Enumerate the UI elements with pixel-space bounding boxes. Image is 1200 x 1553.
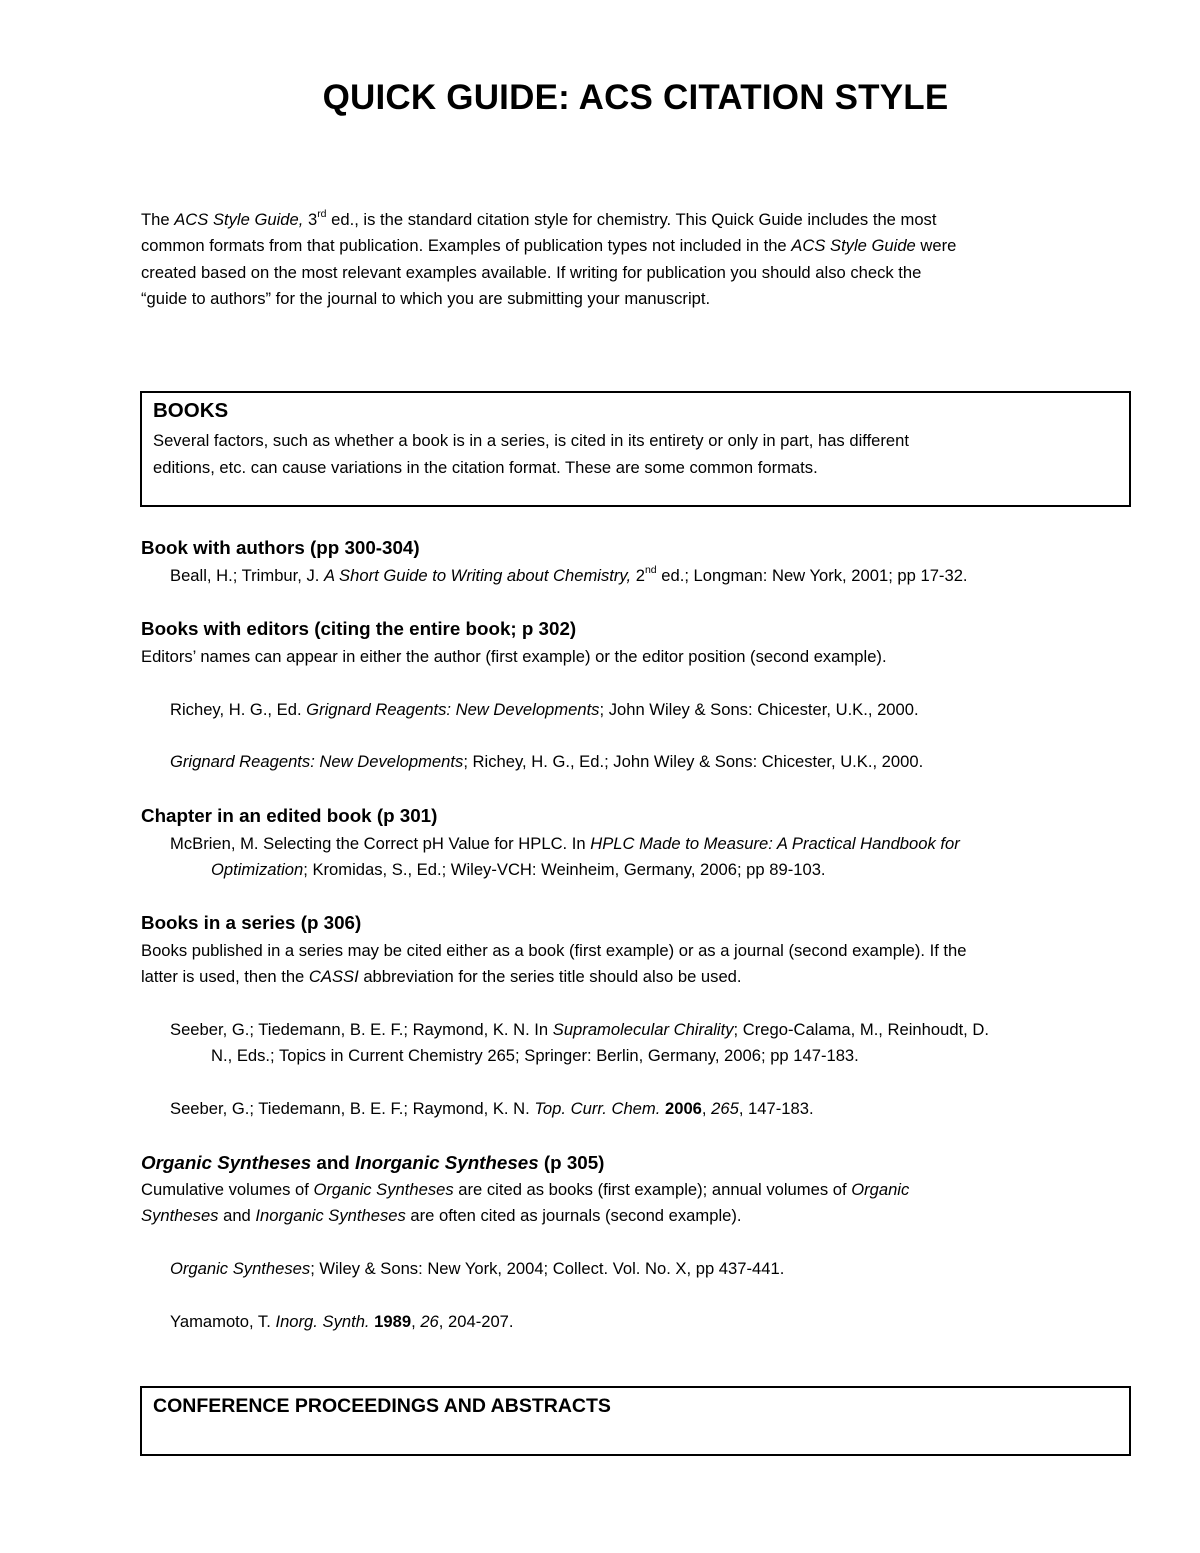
text: 2 xyxy=(631,566,645,585)
text: 3 xyxy=(303,210,318,229)
text-italic: Grignard Reagents: New Developments xyxy=(170,752,464,771)
books-section-box xyxy=(140,391,1131,507)
books-box-line: Several factors, such as whether a book is in a series, is cited in its entirety or only in part, has different xyxy=(153,431,909,450)
intro-line-1 xyxy=(141,207,956,233)
text: ; Wiley & Sons: New York, 2004; Collect. Vol. No. X, pp 437-441. xyxy=(310,1259,785,1278)
example-editors-1 xyxy=(170,697,919,723)
text-italic: 265 xyxy=(711,1099,739,1118)
conference-box-title: CONFERENCE PROCEEDINGS AND ABSTRACTS xyxy=(153,1395,611,1417)
text-italic: Organic Syntheses xyxy=(141,1152,312,1173)
text-italic: 26 xyxy=(420,1312,439,1331)
text: latter is used, then the xyxy=(141,967,309,986)
text-bold: 1989 xyxy=(374,1312,412,1331)
text: were xyxy=(915,236,957,256)
conference-section-box xyxy=(140,1386,1131,1456)
text: McBrien, M. Selecting the Correct pH Value for HPLC. In xyxy=(170,834,591,853)
text-italic: Organic Syntheses xyxy=(170,1259,311,1278)
text: , xyxy=(701,1099,712,1118)
text: Seeber, G.; Tiedemann, B. E. F.; Raymond, K. N. xyxy=(170,1099,535,1118)
text-italic: Inorg. Synth. xyxy=(275,1312,370,1331)
editors-description: Editors’ names can appear in either the author (first example) or the editor position (second example). xyxy=(141,647,887,666)
text: ; Richey, H. G., Ed.; John Wiley & Sons: Chicester, U.K., 2000. xyxy=(463,752,924,771)
text: ; Crego-Calama, M., Reinhoudt, D. xyxy=(733,1020,989,1039)
text: Seeber, G.; Tiedemann, B. E. F.; Raymond, K. N. In xyxy=(170,1020,553,1039)
heading-books-in-series: Books in a series (p 306) xyxy=(141,912,362,933)
books-box-line: editions, etc. can cause variations in the citation format. These are some common formats. xyxy=(153,457,818,477)
heading-organic-syntheses xyxy=(141,1151,604,1175)
text: and xyxy=(311,1152,355,1173)
text: ; Kromidas, S., Ed.; Wiley-VCH: Weinheim, Germany, 2006; pp 89-103. xyxy=(303,860,826,879)
example-editors-2 xyxy=(170,749,923,775)
intro-paragraph xyxy=(141,207,956,313)
text: ed.; Longman: New York, 2001; pp 17-32. xyxy=(656,566,968,585)
intro-line-4: “guide to authors” for the journal to which you are submitting your manuscript. xyxy=(141,289,711,309)
heading-books-with-editors: Books with editors (citing the entire book; p 302) xyxy=(141,618,577,639)
example-series-1-line-2: N., Eds.; Topics in Current Chemistry 265; Springer: Berlin, Germany, 2006; pp 147-183. xyxy=(211,1046,859,1065)
text-italic: HPLC Made to Measure: A Practical Handbook for xyxy=(590,834,960,853)
example-series-2 xyxy=(170,1096,814,1122)
books-box-body xyxy=(153,428,909,481)
text-italic: Inorganic Syntheses xyxy=(354,1152,539,1173)
example-chapter-line-2 xyxy=(211,857,826,883)
text-italic: A Short Guide to Writing about Chemistry, xyxy=(324,566,632,585)
text-italic: Optimization xyxy=(211,860,304,879)
example-chapter-line-1 xyxy=(170,831,960,857)
text: are often cited as journals (second example). xyxy=(405,1206,742,1225)
superscript: nd xyxy=(644,564,657,577)
text: ed., is the standard citation style for chemistry. This Quick Guide includes the most xyxy=(326,210,937,229)
superscript: rd xyxy=(317,208,327,221)
text: and xyxy=(218,1206,256,1225)
text-italic: CASSI xyxy=(308,967,359,986)
heading-book-with-authors: Book with authors (pp 300-304) xyxy=(141,537,420,558)
text: ; John Wiley & Sons: Chicester, U.K., 2000. xyxy=(599,700,919,719)
example-organic-2 xyxy=(170,1309,514,1335)
organic-description-line-1 xyxy=(141,1177,909,1203)
text-italic: Organic xyxy=(851,1180,910,1199)
text: , xyxy=(411,1312,421,1331)
intro-line-2 xyxy=(141,233,956,259)
text: Cumulative volumes of xyxy=(141,1180,314,1199)
text: abbreviation for the series title should also be used. xyxy=(358,967,742,986)
text: common formats from that publication. Examples of publication types not included in the xyxy=(141,236,792,256)
text: (p 305) xyxy=(538,1152,605,1173)
text: The xyxy=(141,210,175,229)
example-organic-1 xyxy=(170,1256,784,1282)
example-series-1-line-1 xyxy=(170,1017,989,1043)
organic-description-line-2 xyxy=(141,1203,742,1229)
text: Yamamoto, T. xyxy=(170,1312,276,1331)
text-bold: 2006 xyxy=(664,1099,702,1118)
books-box-title: BOOKS xyxy=(153,399,229,422)
text: are cited as books (first example); annual volumes of xyxy=(453,1180,852,1199)
series-description-line-1: Books published in a series may be cited either as a book (first example) or as a journal (second example). If the xyxy=(141,941,967,960)
page-title: QUICK GUIDE: ACS CITATION STYLE xyxy=(322,78,949,117)
intro-line-3: created based on the most relevant examples available. If writing for publication you should also check the xyxy=(141,262,922,282)
text: , 204-207. xyxy=(438,1312,514,1331)
text: Beall, H.; Trimbur, J. xyxy=(170,566,324,585)
text-italic: Grignard Reagents: New Developments xyxy=(306,700,600,719)
series-description-line-2 xyxy=(141,964,742,990)
text-italic: Inorganic Syntheses xyxy=(255,1206,406,1225)
example-book-authors xyxy=(170,563,968,589)
text-italic: Organic Syntheses xyxy=(313,1180,454,1199)
text-italic: Supramolecular Chirality xyxy=(552,1020,734,1039)
text: , 147-183. xyxy=(738,1099,814,1118)
text-italic: Syntheses xyxy=(141,1206,219,1225)
text-italic: Top. Curr. Chem. xyxy=(534,1099,661,1118)
text-italic: ACS Style Guide xyxy=(791,236,916,256)
heading-chapter-in-edited-book: Chapter in an edited book (p 301) xyxy=(141,805,438,826)
text-italic: ACS Style Guide, xyxy=(174,210,304,229)
text: Richey, H. G., Ed. xyxy=(170,700,307,719)
